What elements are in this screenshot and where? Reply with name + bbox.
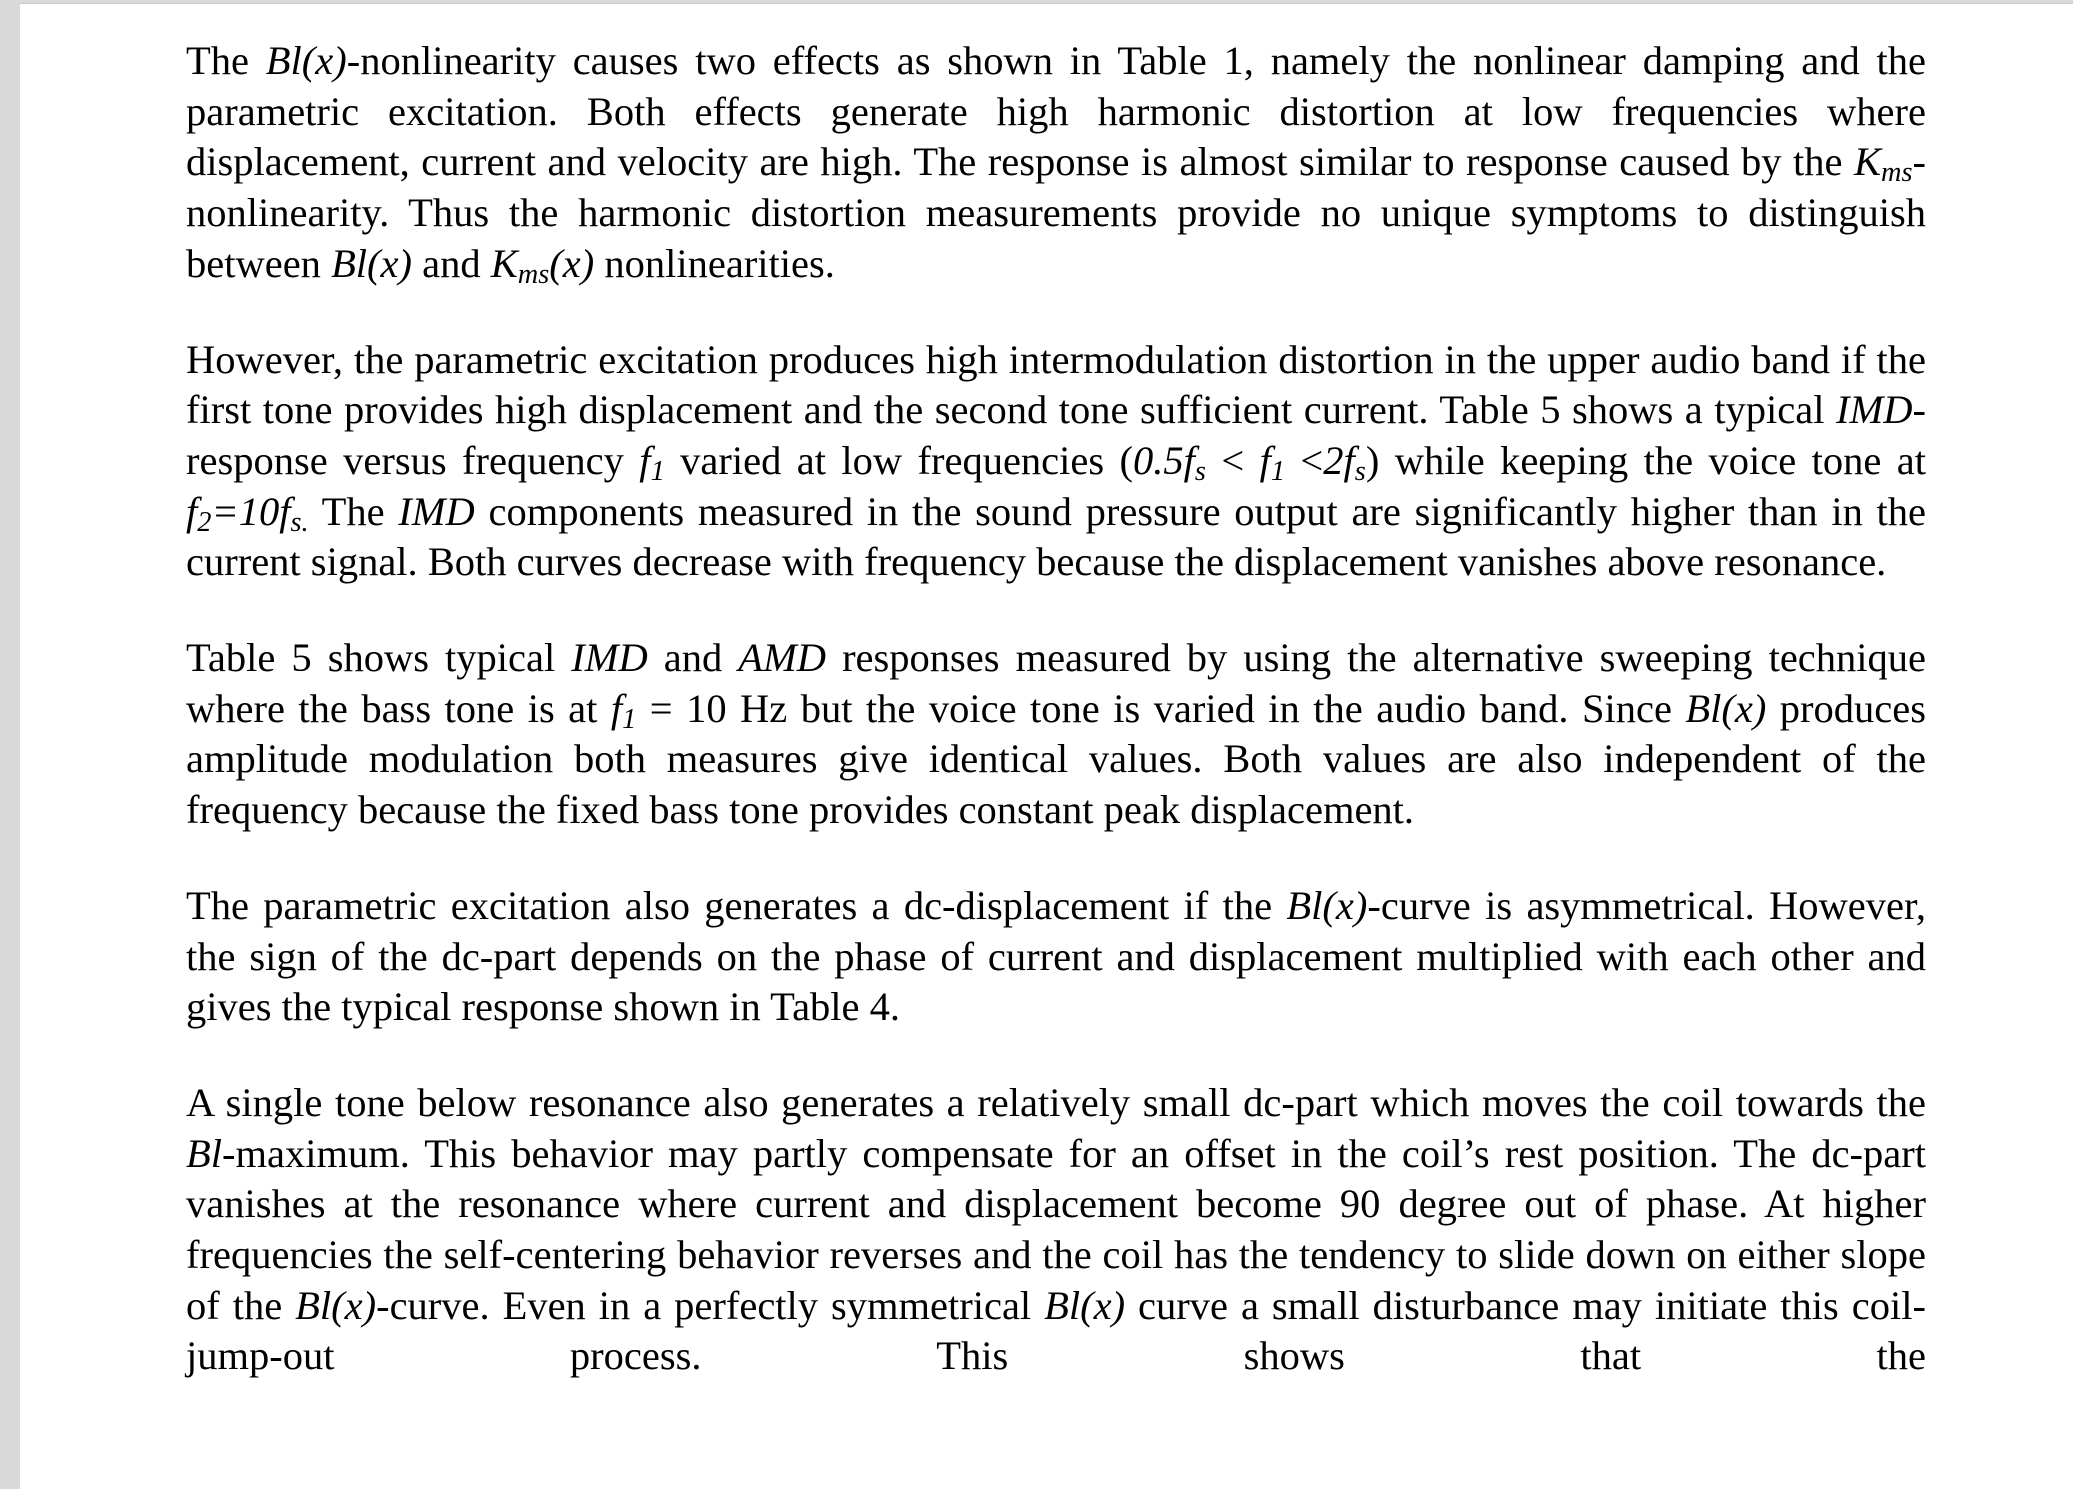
text-run: produces amplitude modulation both measures give identical values. Both values are also independent of the frequency because the fixed bass tone provides constant peak displacement. [186, 685, 1927, 833]
text-run: A single tone below resonance also generates a relatively small dc-part which moves the coil towards the [186, 1079, 1926, 1125]
italic-text: 0.5f [1133, 437, 1195, 483]
text-run: -curve. Even in a perfectly symmetrical [376, 1282, 1045, 1328]
italic-text: Bl(x) [265, 38, 347, 83]
text-run: Table 5 shows typical [186, 635, 572, 681]
text-run: The parametric excitation also generates a dc-displacement if the [186, 882, 1287, 928]
document-body [186, 36, 1926, 1427]
italic-text: f [1259, 437, 1271, 483]
text-run: and [647, 635, 739, 681]
subscript-text: ms [517, 259, 550, 291]
paragraph-5 [186, 1078, 1926, 1382]
italic-text: Bl(x) [1685, 685, 1767, 731]
italic-text: (x) [549, 240, 595, 286]
text-run: varied at low frequencies ( [664, 437, 1134, 483]
subscript-text: 1 [1270, 456, 1286, 488]
text-run: nonlinearities. [594, 240, 835, 286]
subscript-text: 2 [197, 506, 212, 538]
subscript-text: 1 [622, 703, 637, 735]
text-run: < [1285, 437, 1324, 483]
text-run: < [1205, 437, 1260, 483]
subscript-text: 1 [650, 456, 665, 488]
italic-text: IMD [571, 635, 648, 681]
text-run: -nonlinearity causes two effects as shown in Table 1, namely the nonlinear damping and the parametric excitation. Both effects generate high harmonic distortion at low frequencies where displacement, current and velocity are high. The response is almost similar to response caused by the [186, 38, 1926, 185]
text-run: components measured in the sound pressure output are significantly higher than in the current signal. Both curves decrease with frequency because the displacement vanishes above resonance. [186, 488, 1926, 585]
text-run: -nonlinearity. Thus the harmonic distortion measurements provide no unique symptoms to distinguish between [186, 139, 1926, 286]
document-page [20, 3, 2073, 1489]
italic-text: Bl(x) [295, 1282, 377, 1328]
subscript-text: ms [1881, 157, 1913, 189]
paragraph-4 [186, 881, 1926, 1033]
text-run: - response versus frequency [186, 387, 1926, 483]
italic-text: =10f [211, 488, 291, 534]
italic-text: f [186, 488, 198, 534]
text-run: = 10 Hz but the voice tone is varied in the audio band. Since [636, 685, 1686, 731]
text-run: -curve is asymmetrical. However, the sign of the dc-part depends on the phase of current and displacement multiplied with each other and gives the typical response shown in Table 4. [186, 882, 1926, 1030]
text-run: and [412, 240, 491, 286]
italic-text: K [490, 240, 518, 286]
subscript-text: s [1194, 456, 1206, 488]
italic-text: f [639, 437, 651, 483]
text-run: -maximum. This behavior may partly compensate for an offset in the coil’s rest position. The dc-part vanishes at the resonance where current and displacement become 90 degree out of phase. At higher frequencies the self-centering behavior reverses and the coil has the tendency to slide down on either slope of the [186, 1130, 1926, 1328]
paragraph-3 [186, 633, 1926, 836]
italic-text: f [610, 685, 623, 731]
italic-text: Bl(x) [1044, 1282, 1126, 1328]
text-run: ) while keeping the voice tone at [1365, 437, 1927, 483]
text-run: The [186, 38, 266, 83]
text-run: responses measured by using the alternative sweeping technique where the bass tone is at [186, 635, 1927, 731]
italic-text: Bl(x) [1286, 882, 1368, 928]
italic-text: IMD [398, 488, 475, 534]
text-run: The [308, 488, 399, 534]
italic-text: 2f [1323, 437, 1355, 483]
italic-text: IMD [1836, 387, 1913, 433]
text-run: However, the parametric excitation produces high intermodulation distortion in the upper audio band if the first tone provides high displacement and the second tone sufficient current. Table 5 shows a typical [186, 336, 1926, 433]
text-run: curve a small disturbance may initiate this coil-jump-out process. This shows that the [186, 1282, 1926, 1379]
italic-text: K [1853, 139, 1881, 185]
italic-text: AMD [738, 635, 827, 681]
italic-text: Bl [186, 1130, 222, 1176]
paragraph-1 [186, 36, 1926, 290]
subscript-text: s [1354, 456, 1366, 488]
paragraph-2 [186, 335, 1926, 589]
subscript-text: s. [290, 506, 309, 538]
italic-text: Bl(x) [331, 240, 413, 286]
